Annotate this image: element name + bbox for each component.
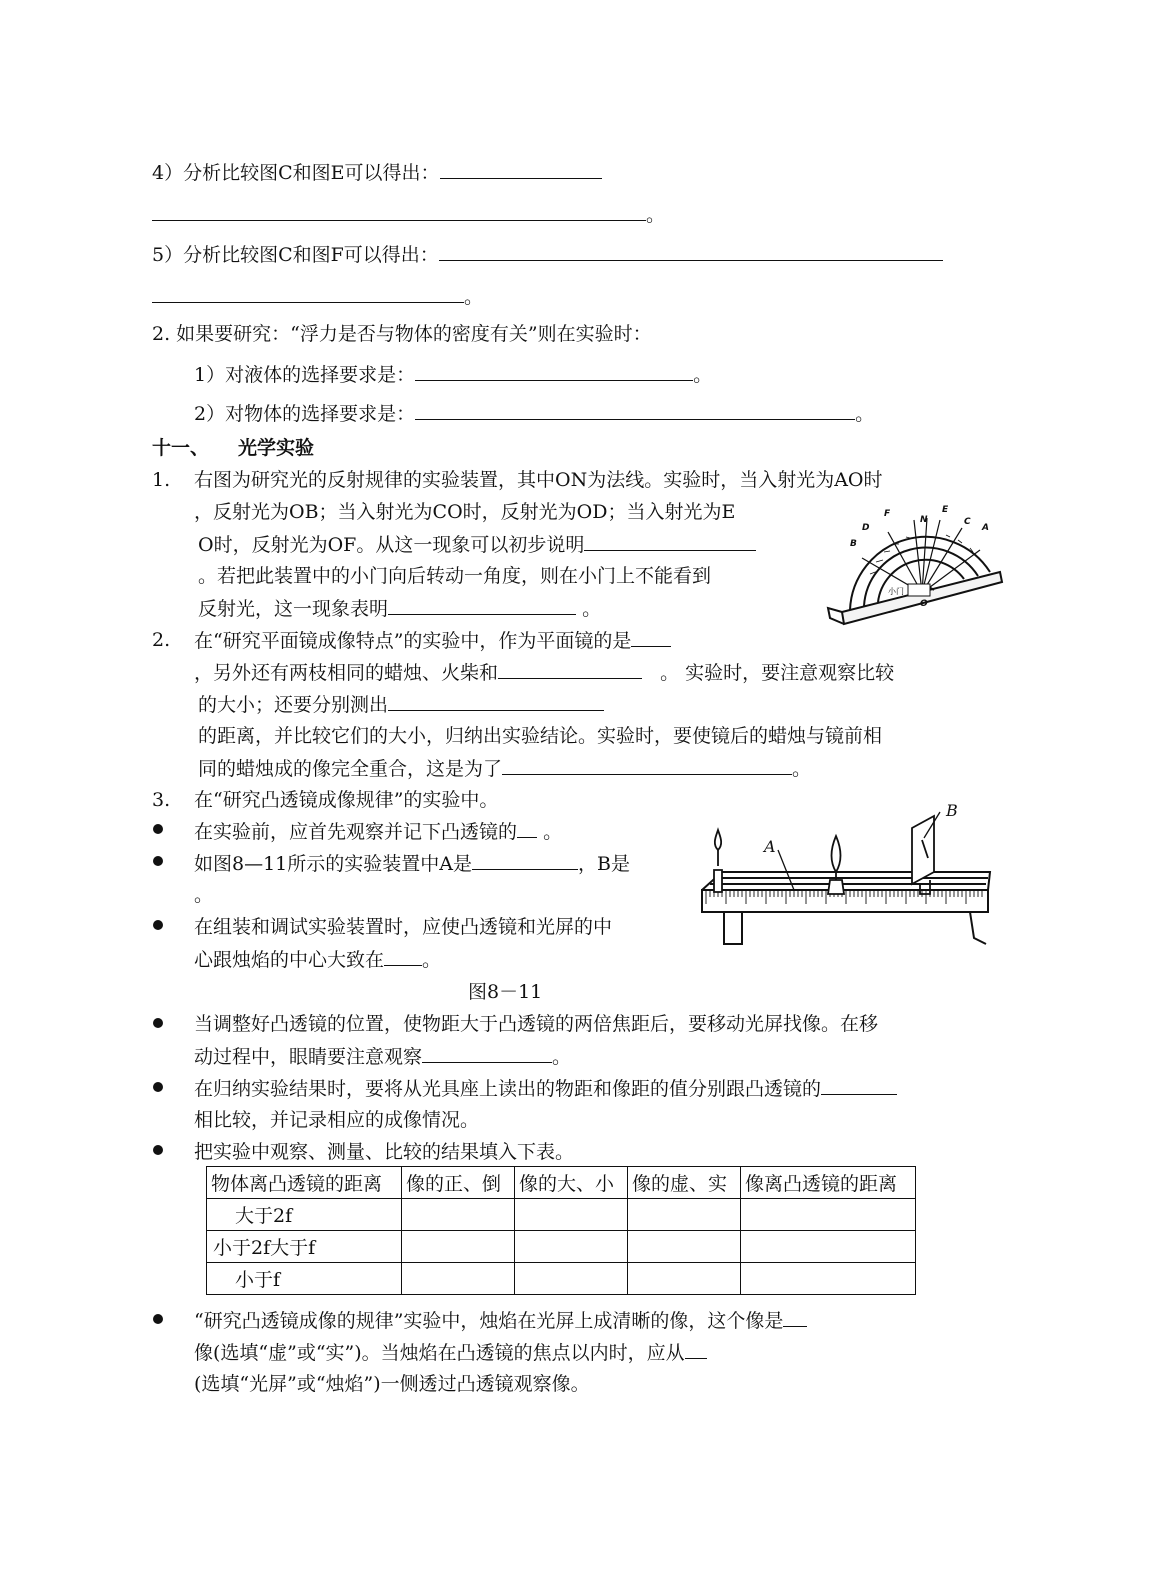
bullet5-blank[interactable] xyxy=(821,1074,897,1095)
q4-line2 xyxy=(152,200,665,229)
bullet1-end: 。 xyxy=(543,821,563,843)
item2-line3 xyxy=(198,690,604,719)
q2-sub2 xyxy=(194,399,874,428)
q2-sub2-end: 。 xyxy=(855,403,875,425)
q2-sub1 xyxy=(194,360,712,389)
q5-line2 xyxy=(152,282,483,311)
q4-line xyxy=(152,158,602,187)
bullet4-blank[interactable] xyxy=(422,1042,552,1063)
row-label: 小于2f大于f xyxy=(207,1231,402,1263)
bullet2-text-b: ，B是 xyxy=(578,853,630,875)
item2-blank4[interactable] xyxy=(502,754,792,775)
section-title: 光学实验 xyxy=(238,437,315,459)
item2-blank3[interactable] xyxy=(388,690,604,711)
table-header: 像的虚、实 xyxy=(628,1167,741,1199)
reflection-apparatus-figure xyxy=(822,500,1012,630)
table-cell[interactable] xyxy=(402,1231,515,1263)
bullet-dot xyxy=(153,1082,163,1092)
q4-prefix: 4）分析比较图C和图E可以得出： xyxy=(152,162,440,184)
table-row xyxy=(207,1263,916,1295)
table-header: 物体离凸透镜的距离 xyxy=(207,1167,402,1199)
figure2-label-A: A xyxy=(764,837,776,856)
item2-line2 xyxy=(194,658,894,687)
results-table xyxy=(206,1166,916,1295)
table-cell[interactable] xyxy=(515,1263,628,1295)
q4-blank[interactable] xyxy=(440,158,602,179)
bullet2-end: 。 xyxy=(194,884,214,906)
label-N: N xyxy=(920,515,928,525)
item2-line4: 的距离，并比较它们的大小，归纳出实验结论。实验时，要使镜后的蜡烛与镜前相 xyxy=(198,725,883,747)
q4-blank2[interactable] xyxy=(152,200,646,221)
q2-sub2-label: 2）对物体的选择要求是： xyxy=(194,403,416,425)
table-header: 像的正、倒 xyxy=(402,1167,515,1199)
bullet7-text: “研究凸透镜成像的规律”实验中，烛焰在光屏上成清晰的像，这个像是 xyxy=(194,1310,784,1332)
bullet7-line2 xyxy=(194,1338,707,1367)
bullet7-line1 xyxy=(194,1306,807,1335)
bullet4-text: 动过程中，眼睛要注意观察 xyxy=(194,1046,423,1068)
table-cell[interactable] xyxy=(741,1199,916,1231)
figure2-caption: 图8－11 xyxy=(468,981,543,1003)
item2-line1 xyxy=(194,626,671,655)
item2-line2-tail: 。 实验时，要注意观察比较 xyxy=(660,662,895,684)
label-D: D xyxy=(862,523,870,533)
bullet3-blank[interactable] xyxy=(384,945,422,966)
item3-text: 在“研究凸透镜成像规律”的实验中。 xyxy=(194,789,499,811)
item2-line2-text: ，另外还有两枝相同的蜡烛、火柴和 xyxy=(194,662,499,684)
table-row xyxy=(207,1199,916,1231)
bullet-dot xyxy=(153,856,163,866)
item1-line3-text: O时，反射光为OF。从这一现象可以初步说明 xyxy=(198,534,585,556)
q5-line xyxy=(152,240,943,269)
item2-line5 xyxy=(198,754,811,783)
bullet4-line2 xyxy=(194,1042,571,1071)
bullet1-text: 在实验前，应首先观察并记下凸透镜的 xyxy=(194,821,518,843)
q5-blank2[interactable] xyxy=(152,282,464,303)
label-B: B xyxy=(850,539,857,549)
row-label: 大于2f xyxy=(207,1199,402,1231)
bullet-dot xyxy=(153,1314,163,1324)
q5-blank[interactable] xyxy=(439,240,943,261)
bullet6-line: 把实验中观察、测量、比较的结果填入下表。 xyxy=(194,1141,575,1163)
table-cell[interactable] xyxy=(402,1199,515,1231)
item1-blank2[interactable] xyxy=(388,594,576,615)
bullet7-line3: (选填“光屏”或“烛焰”)一侧透过凸透镜观察像。 xyxy=(194,1373,590,1395)
item1-line2: ，反射光为OB；当入射光为CO时，反射光为OD；当入射光为E xyxy=(194,501,736,523)
bullet2-blank-A[interactable] xyxy=(472,849,578,870)
bullet-dot xyxy=(153,824,163,834)
q5-end: 。 xyxy=(464,286,484,308)
q2-sub1-end: 。 xyxy=(693,364,713,386)
item1-line3 xyxy=(198,530,756,559)
bullet-dot xyxy=(153,920,163,930)
bullet5-line2: 相比较，并记录相应的成像情况。 xyxy=(194,1109,480,1131)
table-cell[interactable] xyxy=(515,1199,628,1231)
table-row xyxy=(207,1231,916,1263)
table-cell[interactable] xyxy=(402,1263,515,1295)
bullet-dot xyxy=(153,1145,163,1155)
item3-number: 3. xyxy=(152,789,171,811)
table-cell[interactable] xyxy=(741,1231,916,1263)
table-cell[interactable] xyxy=(628,1199,741,1231)
item1-line1: 右图为研究光的反射规律的实验装置，其中ON为法线。实验时，当入射光为AO时 xyxy=(194,469,883,491)
item2-line3-text: 的大小；还要分别测出 xyxy=(198,694,389,716)
bullet2-text: 如图8—11所示的实验装置中A是 xyxy=(194,853,472,875)
table-cell[interactable] xyxy=(628,1231,741,1263)
q2-text: 2. 如果要研究：“浮力是否与物体的密度有关”则在实验时： xyxy=(152,323,652,345)
bullet1-blank[interactable] xyxy=(517,817,537,838)
bullet5-text: 在归纳实验结果时，要将从光具座上读出的物距和像距的值分别跟凸透镜的 xyxy=(194,1078,822,1100)
item2-blank1[interactable] xyxy=(631,626,671,647)
item1-line5 xyxy=(198,594,601,623)
label-C: C xyxy=(964,517,971,527)
bullet5-line1 xyxy=(194,1074,897,1103)
item1-line4: 。若把此装置中的小门向后转动一角度，则在小门上不能看到 xyxy=(198,565,712,587)
bullet2-line xyxy=(194,849,630,878)
table-header: 像的大、小 xyxy=(515,1167,628,1199)
bullet1-line xyxy=(194,817,562,846)
q2-sub1-blank[interactable] xyxy=(415,360,693,381)
label-O: O xyxy=(920,599,928,609)
item2-blank2[interactable] xyxy=(498,658,642,679)
label-small-door: 小门 xyxy=(888,587,904,596)
row-label: 小于f xyxy=(207,1263,402,1295)
table-header: 像离凸透镜的距离 xyxy=(741,1167,916,1199)
bullet3-line1: 在组装和调试实验装置时，应使凸透镜和光屏的中 xyxy=(194,916,613,938)
item2-number: 2. xyxy=(152,629,171,651)
label-A: A xyxy=(982,523,989,533)
bullet3-line2 xyxy=(194,945,441,974)
bullet7-text-b: 像(选填“虚”或“实”)。当烛焰在凸透镜的焦点以内时，应从 xyxy=(194,1342,685,1364)
bullet-dot xyxy=(153,1018,163,1028)
item1-blank1[interactable] xyxy=(584,530,756,551)
item2-line5-text: 同的蜡烛成的像完全重合，这是为了 xyxy=(198,758,503,780)
label-F: F xyxy=(884,509,891,519)
bullet7-blank1[interactable] xyxy=(783,1306,807,1327)
table-cell[interactable] xyxy=(515,1231,628,1263)
bullet4-line1: 当调整好凸透镜的位置，使物距大于凸透镜的两倍焦距后，要移动光屏找像。在移 xyxy=(194,1013,879,1035)
q2-sub2-blank[interactable] xyxy=(415,399,855,420)
table-header-row xyxy=(207,1167,916,1199)
item2-line1-text: 在“研究平面镜成像特点”的实验中，作为平面镜的是 xyxy=(194,630,632,652)
item2-line5-end: 。 xyxy=(792,758,812,780)
item1-line5-text: 反射光，这一现象表明 xyxy=(198,598,389,620)
optical-bench-figure xyxy=(690,800,995,950)
section-number: 十一、 xyxy=(152,437,210,459)
bullet3-text: 心跟烛焰的中心大致在 xyxy=(194,949,385,971)
bullet7-blank2[interactable] xyxy=(685,1338,707,1359)
q2-sub1-label: 1）对液体的选择要求是： xyxy=(194,364,416,386)
table-cell[interactable] xyxy=(741,1263,916,1295)
bullet3-end: 。 xyxy=(422,949,442,971)
bullet4-end: 。 xyxy=(552,1046,572,1068)
label-E: E xyxy=(942,505,949,515)
figure2-label-B: B xyxy=(946,801,958,820)
item1-number: 1. xyxy=(152,469,171,491)
table-cell[interactable] xyxy=(628,1263,741,1295)
q5-prefix: 5）分析比较图C和图F可以得出： xyxy=(152,244,439,266)
item1-line5-end: 。 xyxy=(582,598,602,620)
q4-end: 。 xyxy=(646,204,666,226)
